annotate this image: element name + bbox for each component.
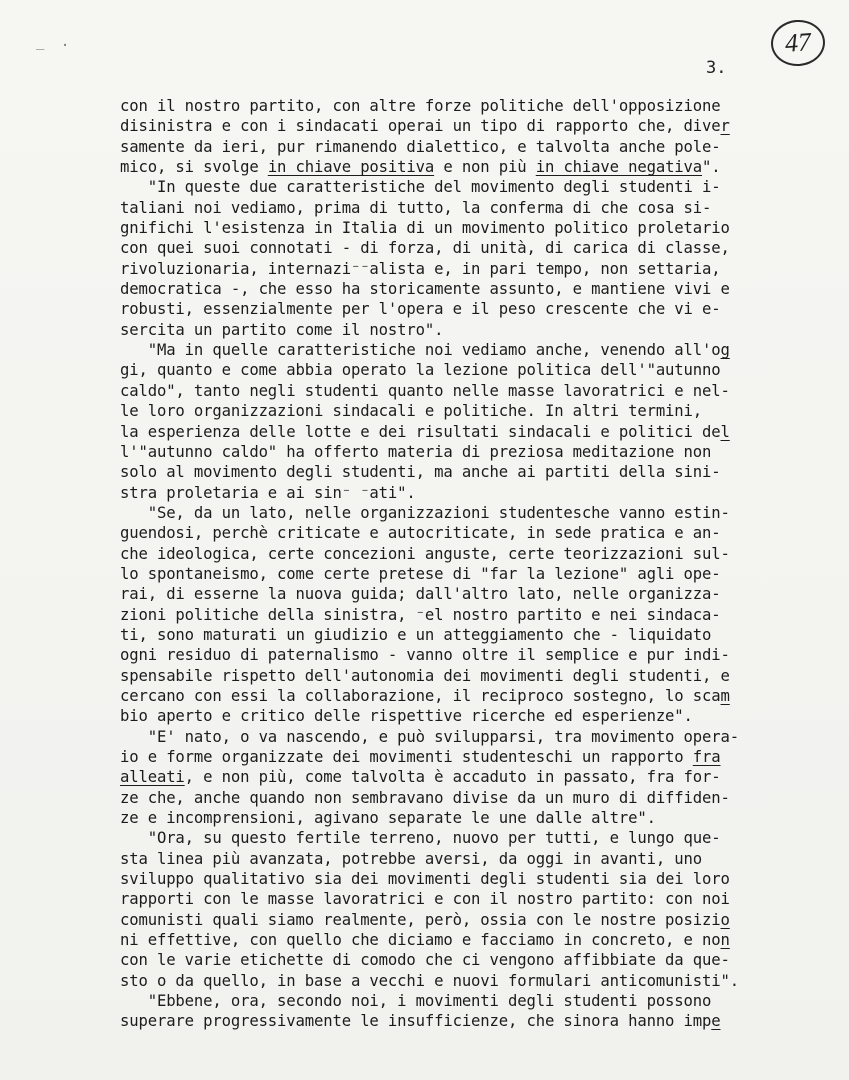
text-segment: rivoluzionaria, internazi⁻⁻alista e, in pari tempo, non settaria, [120,259,721,278]
text-line [120,889,800,909]
text-segment: stra proletaria e ai sin⁻ ⁻ati". [120,483,416,502]
text-segment: bio aperto e critico delle rispettive ricerche ed esperienze". [120,707,693,726]
text-segment: samente da ieri, pur rimanendo dialettico, e talvolta anche pole- [120,137,721,156]
text-segment: e non più [434,158,536,177]
text-segment: gi, quanto e come abbia operato la lezione politica dell'"autunno [120,361,721,380]
underlined-text: n [720,931,730,950]
text-segment: democratica -, che esso ha storicamente assunto, e mantiene vivi e [120,280,730,299]
text-segment: zioni politiche della sinistra, ⁻el nostro partito e nei sindaca- [120,605,721,624]
text-line [120,523,800,543]
text-line [120,279,800,299]
text-line [120,564,800,584]
text-segment: con quei suoi connotati - di forza, di unità, di carica di classe, [120,239,730,258]
text-line [120,442,800,462]
underlined-text: in chiave positiva [267,158,435,177]
text-line [120,177,800,197]
text-segment: ogni residuo di paternalismo - vanno oltre il semplice e pur indi- [120,646,730,665]
text-segment: l'"autunno caldo" ha offerto materia di preziosa meditazione non [120,442,712,461]
text-segment: ni effettive, con quello che diciamo e facciamo in concreto, e no [120,931,721,950]
text-line [120,869,800,889]
text-segment: taliani noi vediamo, prima di tutto, la conferma di che cosa si- [120,198,712,217]
archive-stamp-number: 47 [769,18,826,68]
text-line [120,584,800,604]
text-line [120,360,800,380]
underlined-text: in chiave negativa [535,158,703,177]
text-segment: ti, sono maturati un giudizio e un atteggiamento che - liquidato [120,625,712,644]
text-segment: rai, di esserne la nuova guida; dall'altro lato, nelle organizza- [120,585,721,604]
underlined-text: alleati [120,768,185,787]
text-segment: gnifichi l'esistenza in Italia di un movimento politico proletario [120,219,730,238]
text-line [120,1011,800,1031]
text-line [120,828,800,848]
underlined-text: g [720,341,730,360]
text-line [120,808,800,828]
text-segment: superare progressivamente le insufficienze, che sinora hanno imp [120,1012,712,1031]
margin-mark: _ . [36,34,74,50]
text-line [120,259,800,279]
text-segment: disinistra e con i sindacati operai un tipo di rapporto che, dive [120,117,721,136]
text-segment: "Se, da un lato, nelle organizzazioni studentesche vanno estin- [120,503,730,522]
text-line [120,849,800,869]
text-segment: comunisti quali siamo realmente, però, ossia con le nostre posizi [120,910,721,929]
text-line [120,625,800,645]
text-line [120,930,800,950]
text-line [120,462,800,482]
text-segment: le loro organizzazioni sindacali e politiche. In altri termini, [120,402,703,421]
text-line [120,544,800,564]
underlined-text: e [711,1012,721,1031]
text-line [120,401,800,421]
text-line [120,96,800,116]
text-segment: "Ebbene, ora, secondo noi, i movimenti degli studenti possono [120,992,712,1011]
underlined-text: fra [692,748,721,766]
text-line [120,727,800,747]
text-line [120,605,800,625]
text-line [120,320,800,340]
text-line [120,910,800,930]
text-line [120,971,800,991]
text-line [120,483,800,503]
text-line [120,157,800,177]
text-line [120,950,800,970]
underlined-text: r [720,117,730,136]
text-line [120,991,800,1011]
text-line [120,299,800,319]
text-segment: "Ma in quelle caratteristiche noi vediamo anche, venendo all'o [120,341,721,360]
text-line [120,238,800,258]
text-line [120,503,800,523]
text-line [120,218,800,238]
text-segment: guendosi, perchè criticate e autocriticate, in sede pratica e an- [120,524,721,543]
text-segment: solo al movimento degli studenti, ma anche ai partiti della sini- [120,463,721,482]
text-segment: robusti, essenzialmente per l'opera e il peso crescente che vi e- [120,300,721,319]
text-segment: sto o da quello, in base a vecchi e nuovi formulari anticomunisti". [120,971,739,990]
text-segment: mico, si svolge [120,158,268,177]
underlined-text: o [720,910,730,929]
text-segment: io e forme organizzate dei movimenti studenteschi un rapporto [120,748,693,766]
text-segment: cercano con essi la collaborazione, il reciproco sostegno, lo sca [120,686,721,705]
underlined-text: l [720,422,730,441]
text-line [120,686,800,706]
text-segment: rapporti con le masse lavoratrici e con il nostro partito: con noi [120,890,730,909]
text-segment: "In queste due caratteristiche del movimento degli studenti i- [120,178,721,197]
text-segment: ze e incomprensioni, agivano separate le une dalle altre". [120,809,656,828]
text-segment: "E' nato, o va nascendo, e può svilupparsi, tra movimento opera- [120,727,739,746]
text-line [120,747,800,767]
text-segment: con il nostro partito, con altre forze politiche dell'opposizione [120,97,721,115]
text-segment: sviluppo qualitativo sia dei movimenti degli studenti sia dei loro [120,870,730,889]
underlined-text: m [720,686,730,705]
text-line [120,116,800,136]
text-segment: ze che, anche quando non sembravano divise da un muro di diffiden- [120,788,730,807]
text-line [120,137,800,157]
text-line [120,198,800,218]
text-segment: "Ora, su questo fertile terreno, nuovo per tutti, e lungo que- [120,829,721,848]
text-line [120,788,800,808]
text-segment: , e non più, come talvolta è accaduto in passato, fra for- [184,768,721,787]
text-line [120,381,800,401]
text-segment: spensabile rispetto dell'autonomia dei movimenti degli studenti, e [120,666,730,685]
text-line [120,706,800,726]
text-segment: la esperienza delle lotte e dei risultati sindacali e politici de [120,422,721,441]
text-segment: che ideologica, certe concezioni anguste, certe teorizzazioni sul- [120,544,730,563]
text-segment: ". [702,158,721,177]
text-segment: sercita un partito come il nostro". [120,320,444,339]
text-line [120,666,800,686]
text-segment: lo spontaneismo, come certe pretese di "far la lezione" agli ope- [120,564,721,583]
text-segment: caldo", tanto negli studenti quanto nelle masse lavoratrici e nel- [120,381,730,400]
text-line [120,340,800,360]
body-text [120,96,800,1032]
page-number: 3. [706,58,727,78]
text-segment: sta linea più avanzata, potrebbe aversi, da oggi in avanti, uno [120,849,703,868]
text-line [120,422,800,442]
text-segment: con le varie etichette di comodo che ci vengono affibbiate da que- [120,951,730,970]
text-line [120,767,800,787]
text-line [120,645,800,665]
